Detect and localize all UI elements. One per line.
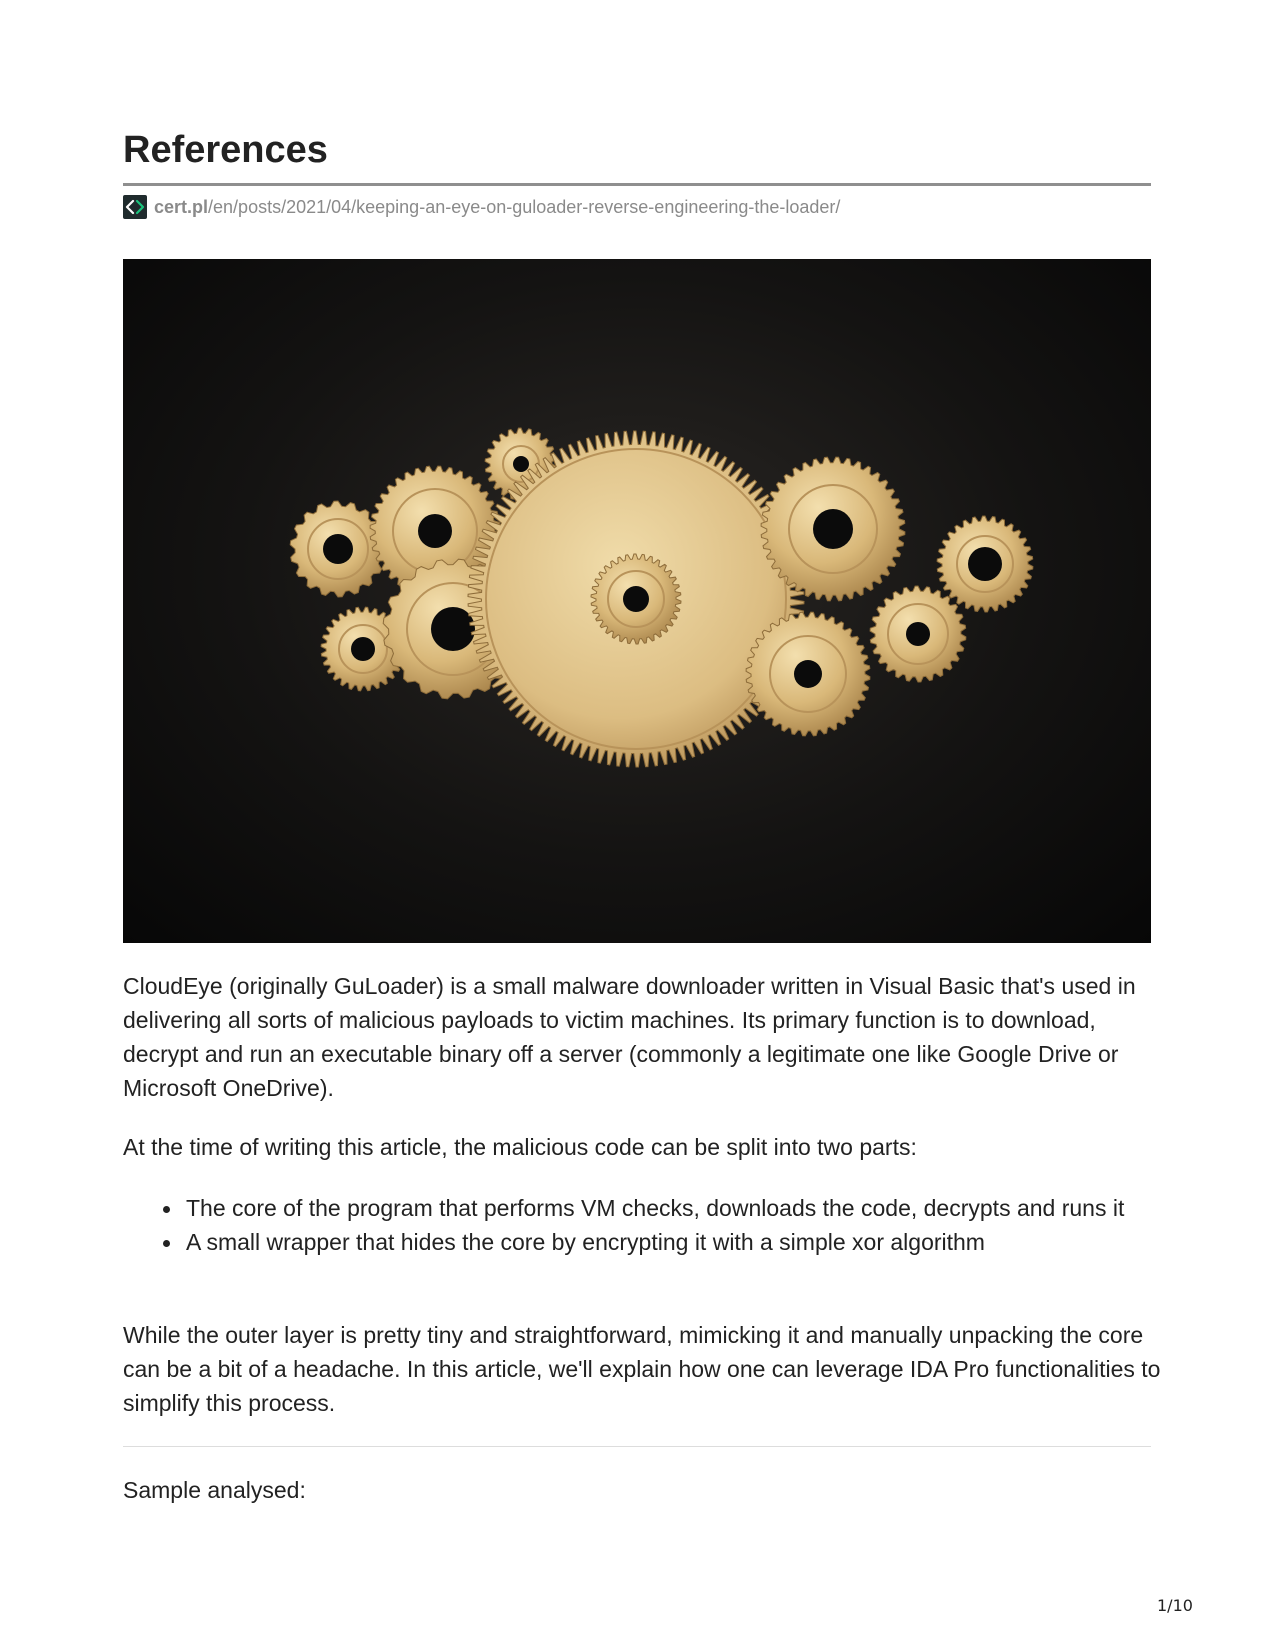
source-path: /en/posts/2021/04/keeping-an-eye-on-guloader-reverse-engineering-the-loader/: [208, 196, 841, 217]
source-domain: cert.pl: [154, 196, 209, 217]
gear-hole: [968, 547, 1002, 581]
page-title: References: [123, 129, 328, 171]
outer-layer-paragraph: While the outer layer is pretty tiny and straightforward, mimicking it and manually unpacking the core can be a bit of a headache. In this article, we'll explain how one can leverage IDA Pro functionalities to simplify this process.: [123, 1322, 1161, 1416]
gear-hole: [813, 509, 853, 549]
source-link[interactable]: [123, 195, 840, 219]
page-number: 1/10: [1157, 1596, 1193, 1615]
sample-heading: Sample analysed:: [123, 1477, 306, 1503]
gear-hole: [513, 456, 529, 472]
gear-hole: [418, 514, 452, 548]
intro-paragraph: CloudEye (originally GuLoader) is a small malware downloader written in Visual Basic that's used in delivering all sorts of malicious payloads to victim machines. Its primary function is to download, decrypt and run an executable binary off a server (commonly a legitimate one like Google Drive or Microsoft OneDrive).: [123, 973, 1136, 1101]
code-brackets-icon: [123, 195, 147, 219]
parts-intro-paragraph: At the time of writing this article, the malicious code can be split into two parts:: [123, 1134, 917, 1160]
list-item-text: The core of the program that performs VM checks, downloads the code, decrypts and runs it: [186, 1195, 1125, 1221]
bullet-dot: [163, 1206, 170, 1213]
bullet-dot: [163, 1240, 170, 1247]
hero-image: [123, 259, 1151, 943]
gear-hole: [906, 622, 930, 646]
list-item-text: A small wrapper that hides the core by encrypting it with a simple xor algorithm: [186, 1229, 985, 1255]
gear-hole: [351, 637, 375, 661]
title-divider: [123, 183, 1151, 186]
section-divider: [123, 1446, 1151, 1447]
list-item: [123, 1225, 1153, 1259]
gear-hole: [794, 660, 822, 688]
gear-hole: [323, 534, 353, 564]
parts-list: [123, 1191, 1153, 1259]
list-item: [123, 1191, 1153, 1225]
gear-hole: [623, 586, 649, 612]
